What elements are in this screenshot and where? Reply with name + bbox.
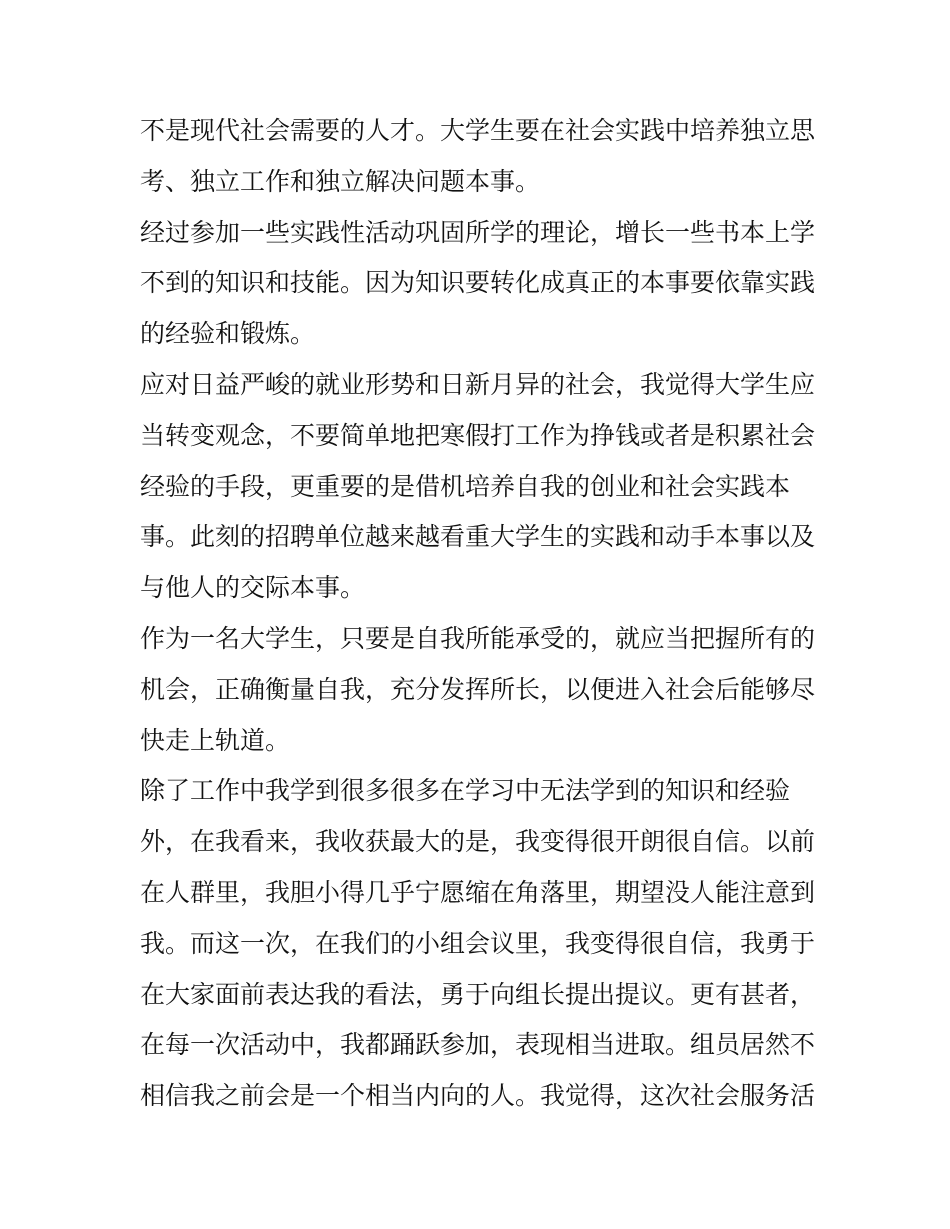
text-line: 事。此刻的招聘单位越来越看重大学生的实践和动手本事以及	[140, 522, 816, 552]
text-line: 的经验和锻炼。	[140, 319, 316, 349]
text-line: 我。而这一次，在我们的小组会议里，我变得很自信，我勇于	[140, 928, 816, 958]
text-line: 机会，正确衡量自我，充分发挥所长，以便进入社会后能够尽	[140, 674, 816, 704]
text-line: 经验的手段，更重要的是借机培养自我的创业和社会实践本	[140, 471, 791, 501]
text-line: 在每一次活动中，我都踊跃参加，表现相当进取。组员居然不	[140, 1030, 816, 1060]
text-line: 当转变观念，不要简单地把寒假打工作为挣钱或者是积累社会	[140, 420, 816, 450]
text-line: 不到的知识和技能。因为知识要转化成真正的本事要依靠实践	[140, 268, 816, 298]
text-line: 与他人的交际本事。	[140, 573, 366, 603]
text-line: 在人群里，我胆小得几乎宁愿缩在角落里，期望没人能注意到	[140, 877, 816, 907]
text-line: 作为一名大学生，只要是自我所能承受的，就应当把握所有的	[140, 623, 816, 653]
text-line: 考、独立工作和独立解决问题本事。	[140, 166, 541, 196]
text-line: 不是现代社会需要的人才。大学生要在社会实践中培养独立思	[140, 116, 816, 145]
text-line: 在大家面前表达我的看法，勇于向组长提出提议。更有甚者，	[140, 979, 816, 1009]
document-body-text	[140, 106, 820, 1122]
text-line: 相信我之前会是一个相当内向的人。我觉得，这次社会服务活	[140, 1081, 816, 1111]
text-line: 外，在我看来，我收获最大的是，我变得很开朗很自信。以前	[140, 827, 816, 857]
text-line: 除了工作中我学到很多很多在学习中无法学到的知识和经验	[140, 776, 791, 806]
text-line: 应对日益严峻的就业形势和日新月异的社会，我觉得大学生应	[140, 369, 816, 399]
text-line: 经过参加一些实践性活动巩固所学的理论，增长一些书本上学	[140, 217, 816, 247]
text-line: 快走上轨道。	[140, 725, 291, 755]
